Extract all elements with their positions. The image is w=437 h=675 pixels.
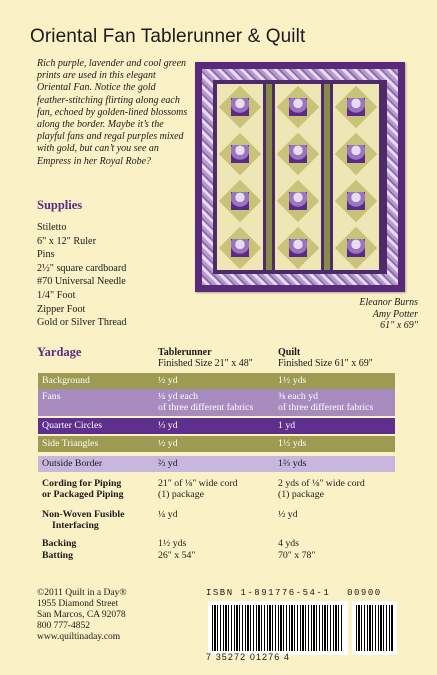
yardage-row-background: Background ½ yd 1½ yds [38, 373, 395, 389]
quilt-column [333, 84, 379, 270]
fan-block [277, 227, 319, 269]
supply-item: Stiletto [37, 222, 67, 233]
fan-block [219, 133, 261, 175]
supply-item: Zipper Foot [37, 303, 86, 315]
yardage-row-backing: Backing 1½ yds 4 yds [42, 538, 299, 549]
fan-block [219, 86, 261, 128]
barcode [208, 601, 348, 655]
yardage-row-outside-border: Outside Border ⅔ yd 1⅔ yds [38, 456, 395, 472]
fan-block [277, 133, 319, 175]
supply-item: 1/4" Foot [37, 289, 76, 301]
fan-block [219, 227, 261, 269]
supply-item: Pins [37, 249, 55, 261]
quilt-column [275, 84, 321, 270]
supplies-heading: Supplies [37, 198, 83, 212]
publisher-address: ©2011 Quilt in a Day® 1955 Diamond Street San Marcos, CA 92078 800 777-4852 www.quiltinaday.com [37, 588, 127, 642]
fan-block [277, 180, 319, 222]
isbn-label: ISBN 1-891776-54-1 00900 [206, 588, 382, 598]
yardage-row-batting: Batting 26" x 54" 70" x 78" [42, 550, 316, 561]
fan-block [335, 133, 377, 175]
quilt-sashing [266, 84, 272, 270]
fan-block [335, 86, 377, 128]
page-title: Oriental Fan Tablerunner & Quilt [30, 26, 306, 47]
yardage-row-interfacing: Non-Woven Fusible Interfacing ¼ yd ½ yd [42, 509, 298, 531]
website-link: www.quiltinaday.com [37, 632, 121, 642]
tablerunner-column-header: Tablerunner Finished Size 21" x 48" [158, 347, 253, 369]
supply-item: #70 Universal Needle [37, 276, 126, 288]
barcode-addon [352, 601, 397, 655]
supplies-list [37, 221, 127, 330]
photo-credit: Eleanor Burns Amy Potter 61" x 69" [359, 297, 418, 331]
quilt-column [217, 84, 263, 270]
quilt-column-header: Quilt Finished Size 61" x 69" [278, 347, 373, 369]
yardage-row-cording: Cording for Piping or Packaged Piping 21" of ⅛" wide cord (1) package 2 yds of ⅛" wide cord (1) package [42, 478, 365, 500]
quilt-center [213, 80, 387, 274]
yardage-row-side-triangles: Side Triangles ½ yd 1⅓ yds [38, 436, 395, 452]
quilt-sashing [324, 84, 330, 270]
fan-block [277, 86, 319, 128]
supply-item: Gold or Silver Thread [37, 317, 127, 329]
intro-text: Rich purple, lavender and cool green prints are used in this elegant Oriental Fan. Notice the gold feather-stitching flirting along each fan, echoed by golden-lined blossoms along the border. Maybe it’s the playful fans and regal purples mixed with gold, but can’t you see an Empress in her Royal Robe? [37, 58, 188, 167]
yardage-row-fans: Fans ¼ yd each of three different fabrics ⅜ each yd of three different fabrics [38, 389, 395, 416]
fan-block [335, 227, 377, 269]
yardage-row-quarter-circles: Quarter Circles ⅓ yd 1 yd [38, 418, 395, 434]
barcode-digits: 7 35272 01276 4 [206, 652, 291, 662]
fan-block [335, 180, 377, 222]
supply-item: 6" x 12" Ruler [37, 235, 96, 247]
supply-item: 2½" square cardboard [37, 262, 127, 274]
fan-block [219, 180, 261, 222]
quilt-photo [195, 62, 405, 292]
yardage-heading: Yardage [37, 345, 82, 359]
